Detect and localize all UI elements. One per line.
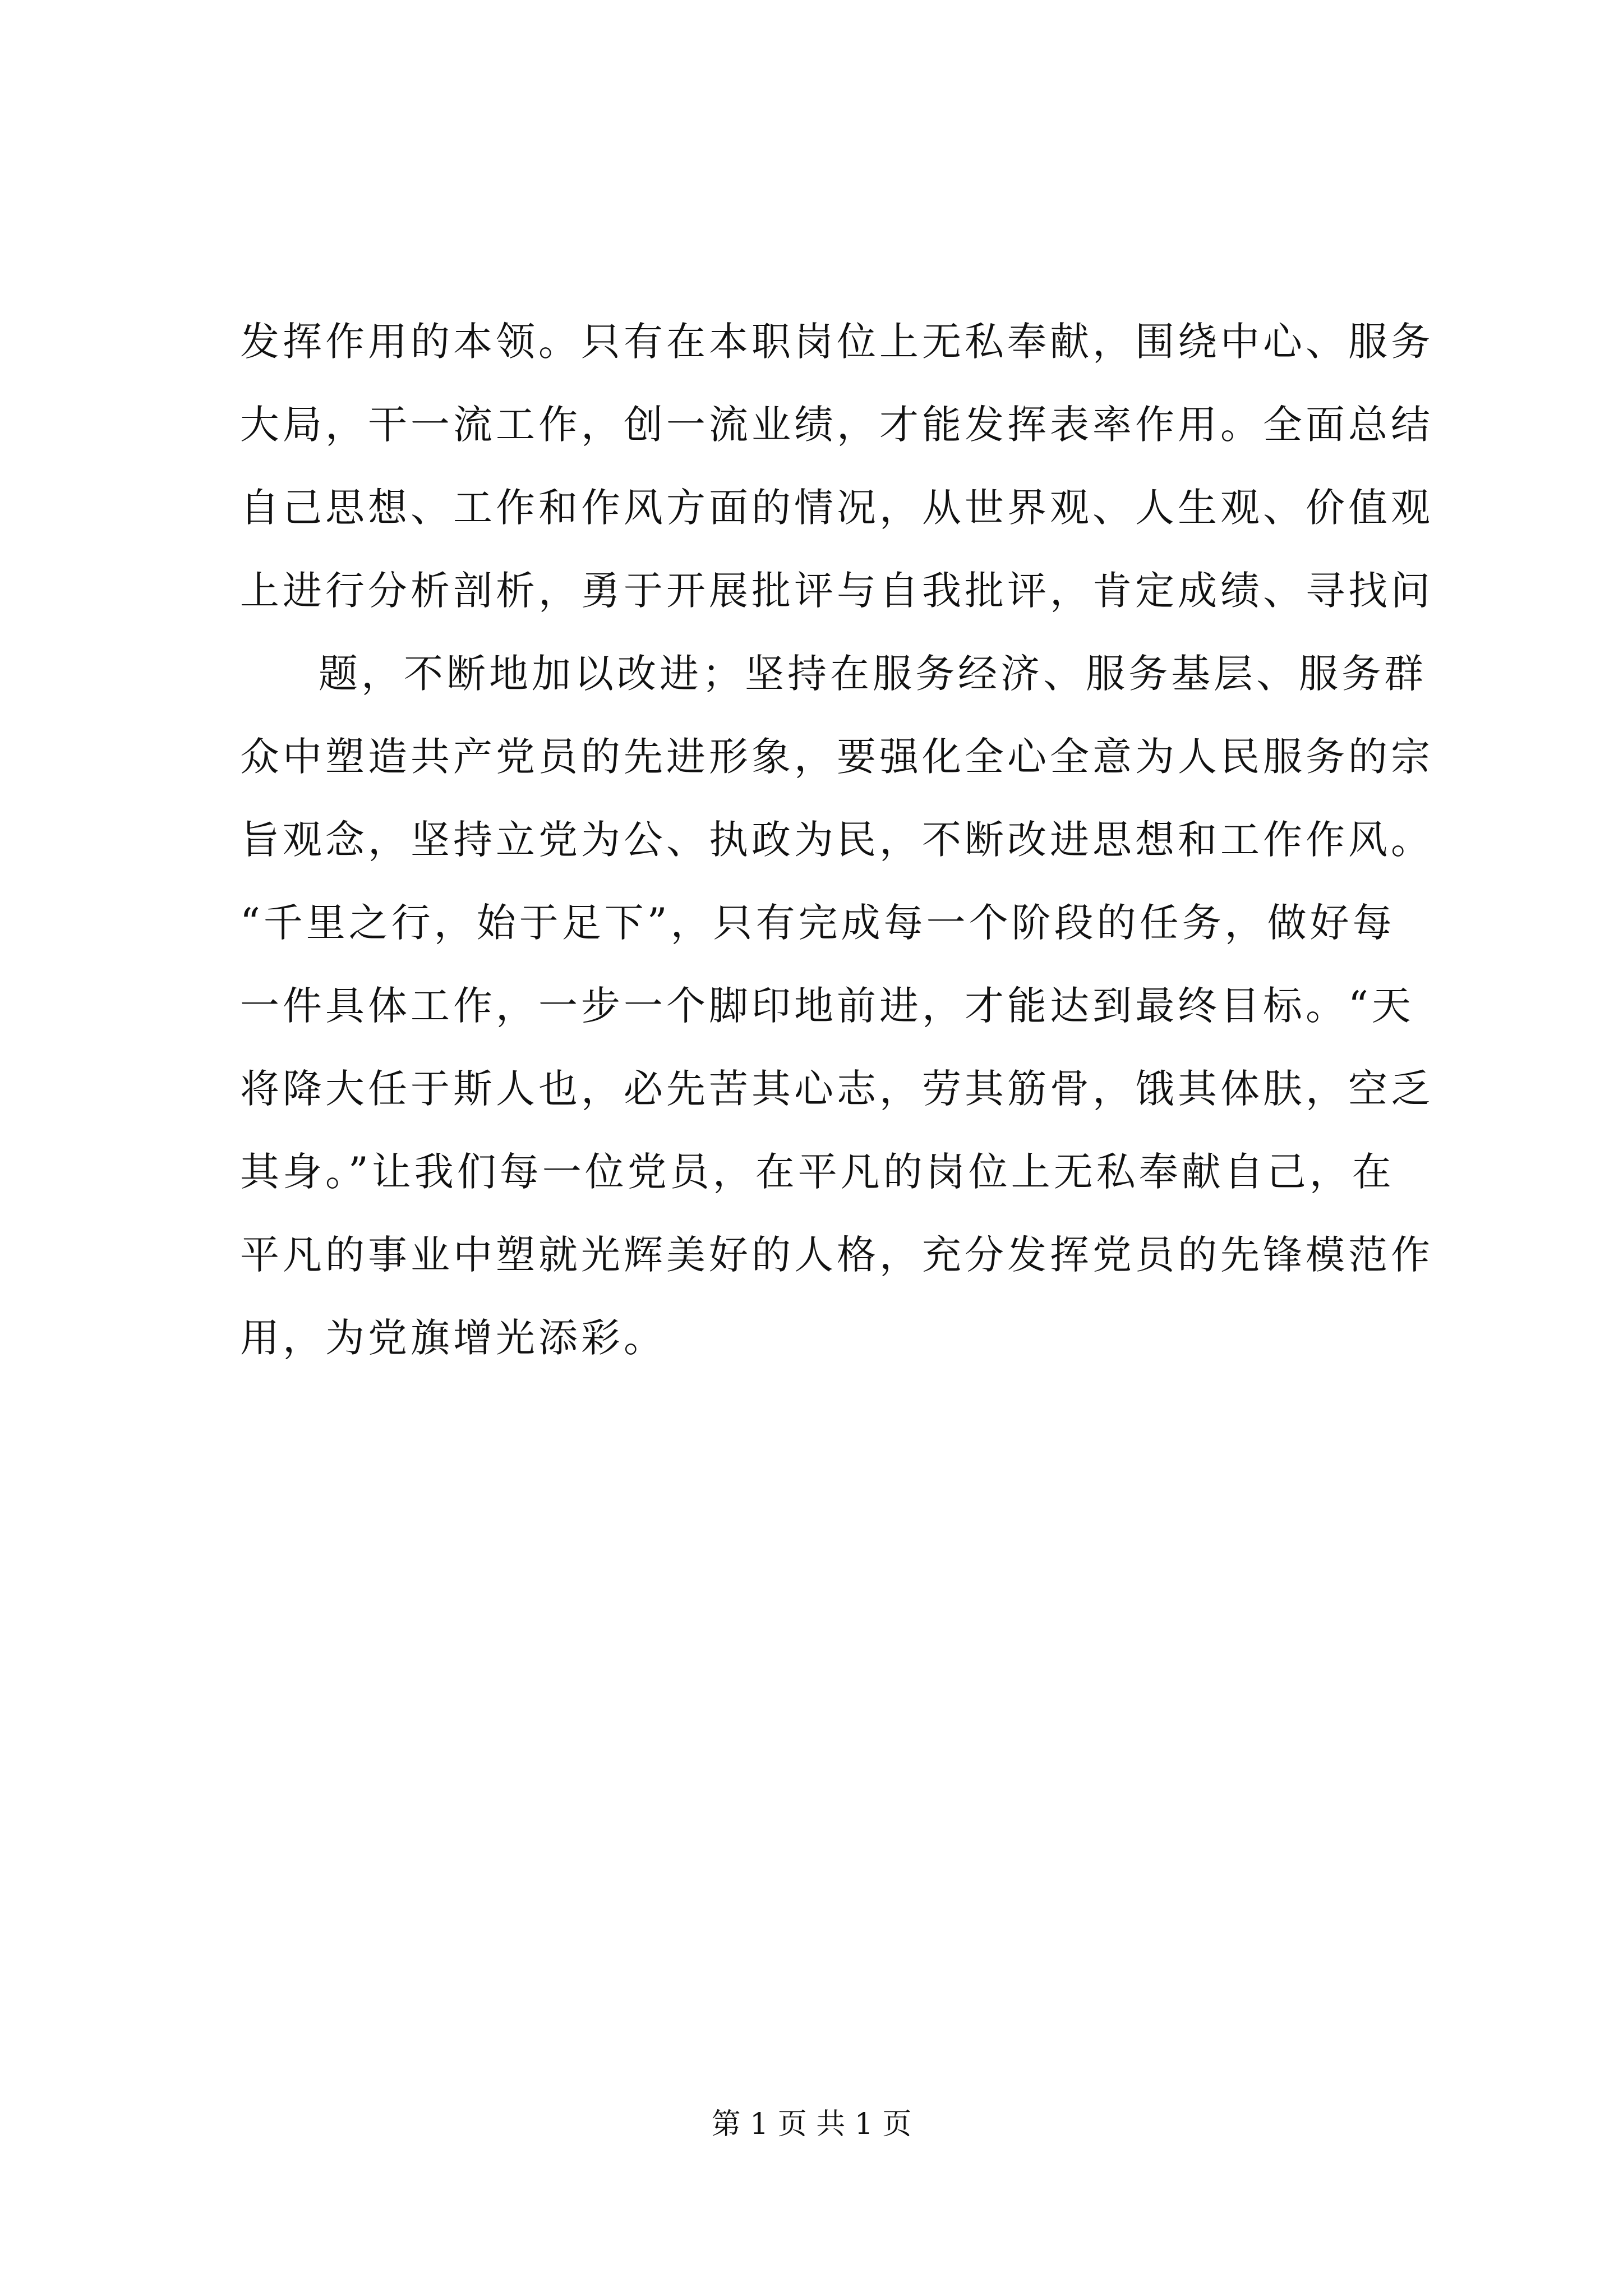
text-line: “千里之行，始于足下”，只有完成每一个阶段的任务，做好每 [240,900,1395,946]
text-line: 一件具体工作，一步一个脚印地前进，才能达到最终目标。“天 [240,983,1414,1029]
text-line: 发挥作用的本领。只有在本职岗位上无私奉献，围绕中心、服务 [240,319,1433,365]
text-line: 平凡的事业中塑就光辉美好的人格，充分发挥党员的先锋模范作 [240,1232,1433,1278]
page-number-footer: 第 1 页 共 1 页 [711,2108,912,2141]
text-line: 众中塑造共产党员的先进形象，要强化全心全意为人民服务的宗 [240,734,1433,780]
text-line: 大局，干一流工作，创一流业绩，才能发挥表率作用。全面总结 [240,402,1433,448]
body-text [240,300,1433,1379]
text-line: 自己思想、工作和作风方面的情况，从世界观、人生观、价值观 [240,485,1433,531]
text-line: 将降大任于斯人也，必先苦其心志，劳其筋骨，饿其体肤，空乏 [240,1066,1433,1112]
text-line: 题，不断地加以改进；坚持在服务经济、服务基层、服务群 [319,651,1427,697]
text-line: 旨观念，坚持立党为公、执政为民，不断改进思想和工作作风。 [240,817,1433,863]
text-line: 用，为党旗增光添彩。 [240,1315,666,1361]
text-line: 其身。”让我们每一位党员，在平凡的岗位上无私奉献自己，在 [240,1149,1395,1195]
text-line: 上进行分析剖析，勇于开展批评与自我批评，肯定成绩、寻找问 [240,568,1433,614]
